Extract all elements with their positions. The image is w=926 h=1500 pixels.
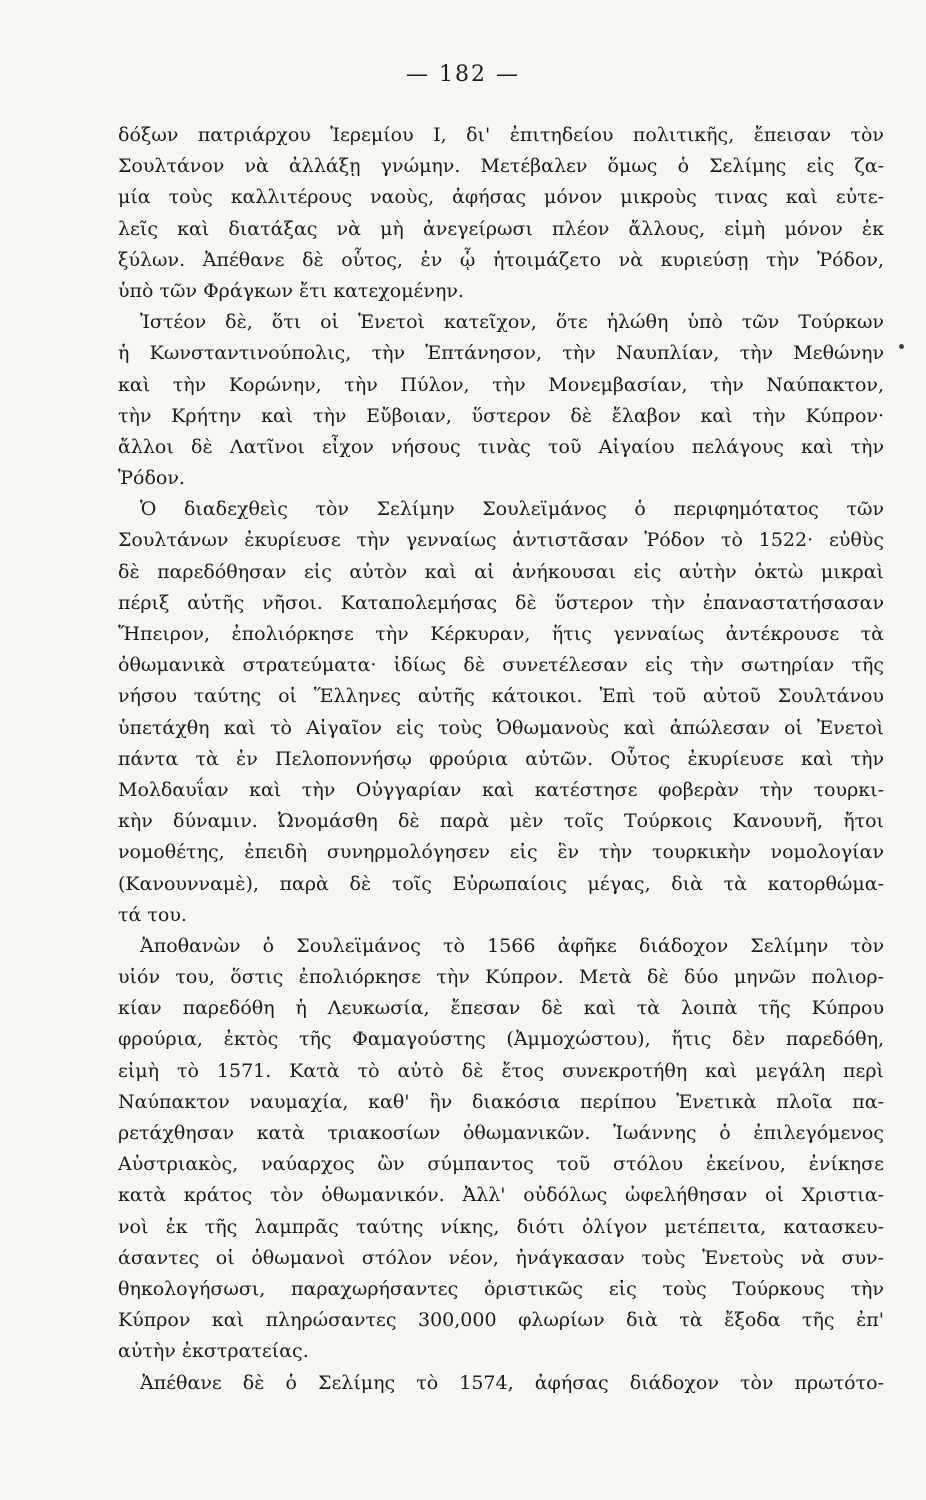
text-line: νομοθέτης, ἐπειδὴ συνηρμολόγησεν εἰς ἓν τὴν τουρκικὴν νομολογίαν bbox=[118, 841, 884, 864]
text-line: ἡ Κωνσταντινούπολις, τὴν Ἑπτάνησον, τὴν Ναυπλίαν, τὴν Μεθώνην bbox=[118, 342, 884, 365]
text-line: νήσου ταύτης οἱ Ἕλληνες αὐτῆς κάτοικοι. Ἐπὶ τοῦ αὐτοῦ Σουλτάνου bbox=[118, 685, 884, 708]
text-line: Ναύπακτον ναυμαχία, καθ' ἣν διακόσια περίπου Ἐνετικὰ πλοῖα πα- bbox=[118, 1090, 884, 1113]
text-line: υἱόν του, ὅστις ἐπολιόρκησε τὴν Κύπρον. Μετὰ δὲ δύο μηνῶν πολιορ- bbox=[118, 966, 884, 989]
text-line: Σουλτάνων ἐκυρίευσε τὴν γενναίως ἀντιστᾶσαν Ῥόδον τὸ 1522· εὐθὺς bbox=[118, 529, 884, 552]
text-line: ὑπετάχθη καὶ τὸ Αἰγαῖον εἰς τοὺς Ὀθωμανοὺς καὶ ἀπώλεσαν οἱ Ἐνετοὶ bbox=[118, 716, 884, 739]
text-line: θηκολογήσωσι, παραχωρήσαντες ὁριστικῶς εἰς τοὺς Τούρκους τὴν bbox=[118, 1277, 884, 1300]
text-line: άσαντες οἱ ὀθωμανοὶ στόλον νέον, ἠνάγκασαν τοὺς Ἐνετοὺς νὰ συν- bbox=[118, 1246, 884, 1269]
text-line: δόξων πατριάρχου Ἱερεμίου Ι, δι' ἐπιτηδείου πολιτικῆς, ἔπεισαν τὸν bbox=[118, 124, 884, 146]
text-line: δὲ παρεδόθησαν εἰς αὐτὸν καὶ αἱ ἀνήκουσαι εἰς αὐτὴν ὀκτὼ μικραὶ bbox=[118, 560, 884, 583]
text-line: Ῥόδον. bbox=[118, 467, 185, 490]
text-line: Ἤπειρον, ἐπολιόρκησε τὴν Κέρκυραν, ἥτις γενναίως ἀντέκρουσε τὰ bbox=[118, 623, 884, 645]
text-line: πάντα τὰ ἐν Πελοποννήσῳ φρούρια αὐτῶν. Οὗτος ἐκυρίευσε καὶ τὴν bbox=[118, 747, 884, 770]
text-line: ὑπὸ τῶν Φράγκων ἔτι κατεχομένην. bbox=[118, 279, 464, 302]
text-line: ἄλλοι δὲ Λατῖνοι εἶχον νήσους τινὰς τοῦ Αἰγαίου πελάγους καὶ τὴν bbox=[118, 435, 884, 458]
text-line: πέριξ αὐτῆς νῆσοι. Καταπολεμήσας δὲ ὕστερον τὴν ἐπαναστατήσασαν bbox=[118, 591, 884, 614]
text-line: Ὁ διαδεχθεὶς τὸν Σελίμην Σουλεϊμάνος ὁ περιφημότατος τῶν bbox=[140, 498, 884, 521]
text-line: Αὐστριακὸς, ναύαρχος ὢν σύμπαντος τοῦ στόλου ἐκείνου, ἐνίκησε bbox=[118, 1153, 884, 1176]
text-line: κίαν παρεδόθη ἡ Λευκωσία, ἔπεσαν δὲ καὶ τὰ λοιπὰ τῆς Κύπρου bbox=[118, 997, 884, 1020]
text-line: φρούρια, ἐκτὸς τῆς Φαμαγούστης (Ἀμμοχώστου), ἥτις δὲν παρεδόθη, bbox=[118, 1028, 884, 1051]
text-line: τά του. bbox=[118, 903, 187, 926]
text-line: Ἀπέθανε δὲ ὁ Σελίμης τὸ 1574, ἀφήσας διάδοχον τὸν πρωτότο- bbox=[140, 1371, 884, 1394]
text-line: αὐτὴν ἐκστρατείας. bbox=[118, 1340, 309, 1363]
text-line: ὀθωμανικὰ στρατεύματα· ἰδίως δὲ συνετέλεσαν εἰς τὴν σωτηρίαν τῆς bbox=[118, 654, 884, 677]
text-line: εἰμὴ τὸ 1571. Κατὰ τὸ αὐτὸ δὲ ἔτος συνεκροτήθη καὶ μεγάλη περὶ bbox=[118, 1059, 884, 1082]
text-line: λεῖς καὶ διατάξας νὰ μὴ ἀνεγείρωσι πλέον ἄλλους, εἰμὴ μόνον ἐκ bbox=[118, 217, 884, 240]
text-line: τὴν Κρήτην καὶ τὴν Εὔβοιαν, ὕστερον δὲ ἔλαβον καὶ τὴν Κύπρον· bbox=[118, 404, 884, 427]
text-line: νοὶ ἐκ τῆς λαμπρᾶς ταύτης νίκης, διότι ὀλίγον μετέπειτα, κατασκευ- bbox=[118, 1215, 884, 1238]
body-text bbox=[118, 120, 884, 1399]
text-line: Ἰστέον δὲ, ὅτι οἱ Ἐνετοὶ κατεῖχον, ὅτε ἡλώθη ὑπὸ τῶν Τούρκων bbox=[140, 311, 884, 334]
text-line: (Κανουνναμὲ), παρὰ δὲ τοῖς Εὐρωπαίοις μέγας, διὰ τὰ κατορθώμα- bbox=[118, 872, 884, 895]
page-number: — 182 — bbox=[406, 62, 520, 87]
text-line: κατὰ κράτος τὸν ὀθωμανικόν. Ἀλλ' οὐδόλως ὠφελήθησαν οἱ Χριστια- bbox=[118, 1184, 884, 1207]
text-line: ξύλων. Ἀπέθανε δὲ οὗτος, ἐν ᾧ ἡτοιμάζετο νὰ κυριεύσῃ τὴν Ῥόδον, bbox=[118, 248, 884, 271]
text-line: κὴν δύναμιν. Ὠνομάσθη δὲ παρὰ μὲν τοῖς Τούρκοις Κανουνῆ, ἤτοι bbox=[118, 810, 884, 833]
margin-dot bbox=[899, 344, 904, 349]
text-line: μία τοὺς καλλιτέρους ναοὺς, ἀφήσας μόνον μικροὺς τινας καὶ εὐτε- bbox=[118, 186, 884, 209]
text-line: Σουλτάνον νὰ ἀλλάξῃ γνώμην. Μετέβαλεν ὅμως ὁ Σελίμης εἰς ζα- bbox=[118, 155, 884, 178]
text-line: Μολδαυΐαν καὶ τὴν Οὐγγαρίαν καὶ κατέστησε φοβερὰν τὴν τουρκι- bbox=[118, 778, 884, 801]
text-line: καὶ τὴν Κορώνην, τὴν Πύλον, τὴν Μονεμβασίαν, τὴν Ναύπακτον, bbox=[118, 373, 884, 396]
text-line: Ἀποθανὼν ὁ Σουλεϊμάνος τὸ 1566 ἀφῆκε διάδοχον Σελίμην τὸν bbox=[140, 934, 884, 957]
text-line: ρετάχθησαν κατὰ τριακοσίων ὀθωμανικῶν. Ἰωάννης ὁ ἐπιλεγόμενος bbox=[118, 1122, 884, 1144]
text-line: Κύπρον καὶ πληρώσαντες 300,000 φλωρίων διὰ τὰ ἔξοδα τῆς ἐπ' bbox=[118, 1309, 884, 1332]
